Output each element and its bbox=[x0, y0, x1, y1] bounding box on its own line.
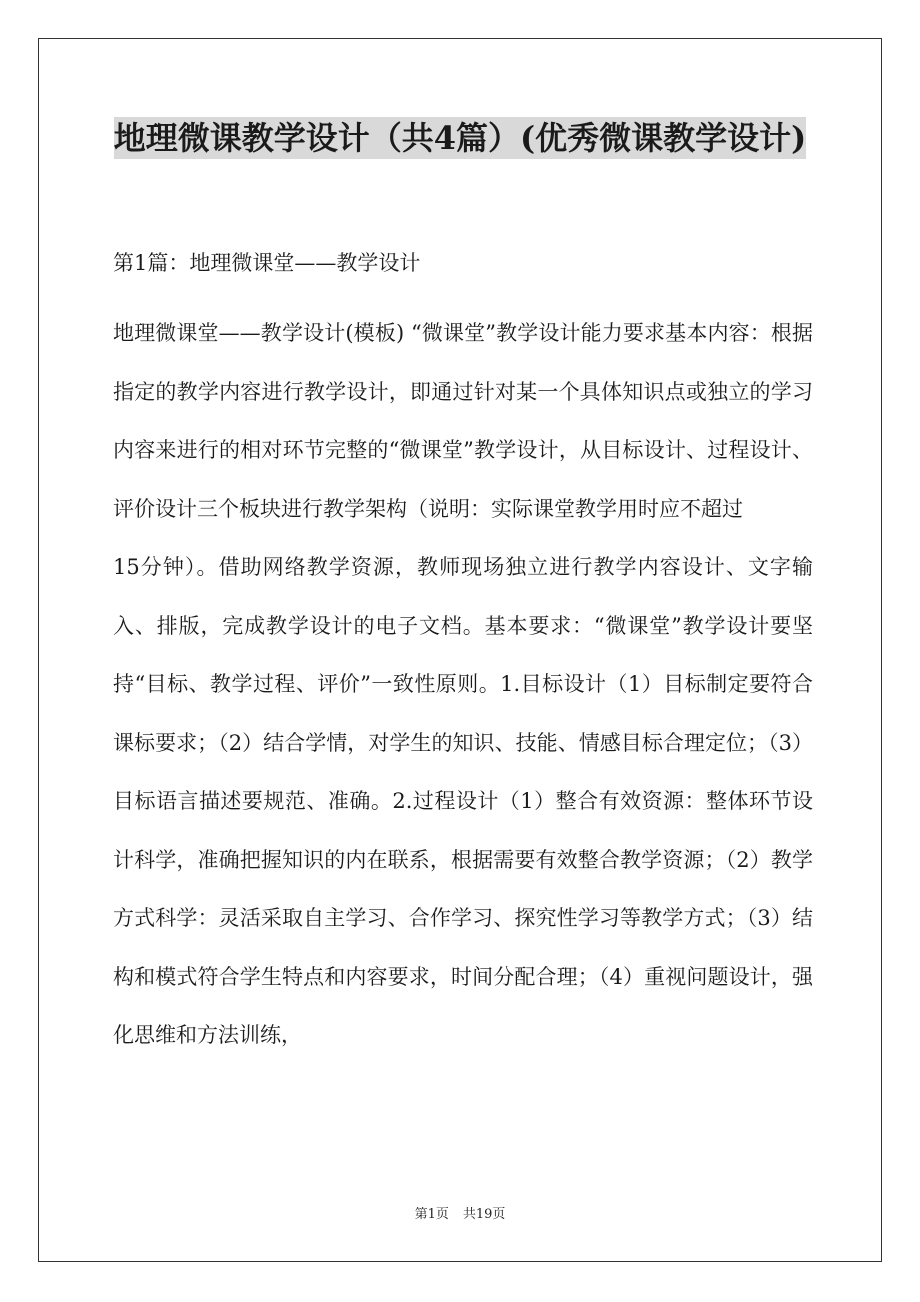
paragraph: 地理微课堂——教学设计(模板) “微课堂”教学设计能力要求基本内容：根据指定的教学内容进行教学设计，即通过针对某一个具体知识点或独立的学习内容来进行的相对环节完整的“微课堂”教学设计，从目标设计、过程设计、评价设计三个板块进行教学架构（说明：实际课堂教学用时应不超过 bbox=[113, 321, 813, 521]
document-title bbox=[90, 108, 830, 168]
page-number: 第1页 bbox=[414, 1207, 449, 1222]
body-text bbox=[113, 304, 813, 1065]
page-footer bbox=[0, 1206, 920, 1224]
document-title-text: 地理微课教学设计（共4篇）(优秀微课教学设计) bbox=[113, 119, 807, 157]
section-heading: 第1篇：地理微课堂——教学设计 bbox=[113, 251, 421, 275]
paragraph: 15分钟）。借助网络教学资源，教师现场独立进行教学内容设计、文字输入、排版，完成教学设计的电子文档。基本要求：“微课堂”教学设计要坚持“目标、教学过程、评价”一致性原则。1.目标设计（1）目标制定要符合课标要求；（2）结合学情，对学生的知识、技能、情感目标合理定位；（3）目标语言描述要规范、准确。2.过程设计（1）整合有效资源：整体环节设计科学，准确把握知识的内在联系，根据需要有效整合教学资源；（2）教学方式科学：灵活采取自主学习、合作学习、探究性学习等教学方式；（3）结构和模式符合学生特点和内容要求，时间分配合理；（4）重视问题设计，强化思维和方法训练， bbox=[113, 555, 813, 1047]
page-total: 共19页 bbox=[462, 1207, 506, 1222]
